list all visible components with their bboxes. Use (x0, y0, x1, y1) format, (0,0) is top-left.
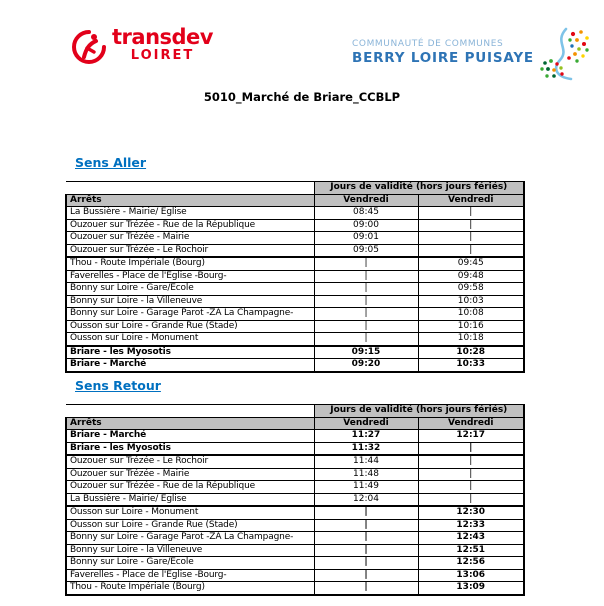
time-cell-trip1: | (314, 283, 418, 296)
stop-name-cell: Ousson sur Loire - Monument (66, 506, 314, 519)
stop-name-cell: Bonny sur Loire - Gare/Ecole (66, 283, 314, 296)
stop-name-cell: Bonny sur Loire - la Villeneuve (66, 544, 314, 557)
time-cell-trip1: | (314, 569, 418, 582)
time-cell-trip2: 10:18 (418, 333, 524, 346)
time-cell-trip1: | (314, 257, 418, 270)
table-row (66, 257, 524, 270)
validity-header: Jours de validité (hors jours fériés) (314, 182, 524, 195)
table-row (66, 283, 524, 296)
column-header-vendredi-2: Vendredi (418, 194, 524, 207)
stop-name-cell: Briare - les Myosotis (66, 442, 314, 455)
stop-name-cell: Bonny sur Loire - Garage Parot -ZA La Champagne- (66, 532, 314, 545)
ghost-cell (66, 405, 314, 418)
column-header-arrets: Arrêts (66, 417, 314, 430)
page-title: 5010_Marché de Briare_CCBLP (203, 90, 401, 104)
time-cell-trip1: | (314, 582, 418, 595)
time-cell-trip2: | (418, 493, 524, 506)
ccblp-dots-icon (539, 27, 591, 81)
column-header-row (66, 417, 524, 430)
table-row (66, 544, 524, 557)
table-row (66, 244, 524, 257)
table-row (66, 270, 524, 283)
time-cell-trip2: | (418, 442, 524, 455)
table-row (66, 346, 524, 359)
time-cell-trip2: 10:03 (418, 295, 524, 308)
stop-name-cell: Ouzouer sur Trézée - Rue de la République (66, 481, 314, 494)
column-header-row (66, 194, 524, 207)
timetable-retour (65, 404, 525, 596)
time-cell-trip1: | (314, 519, 418, 532)
validity-row (66, 182, 524, 195)
time-cell-trip2: 12:30 (418, 506, 524, 519)
time-cell-trip2: 09:45 (418, 257, 524, 270)
stop-name-cell: Ouzouer sur Trézée - Mairie (66, 232, 314, 245)
table-row (66, 295, 524, 308)
transdev-name: transdev (112, 25, 213, 49)
table-row (66, 468, 524, 481)
time-cell-trip1: 11:32 (314, 442, 418, 455)
table-row (66, 493, 524, 506)
ccblp-line1: COMMUNAUTÉ DE COMMUNES (352, 39, 504, 49)
stop-name-cell: Bonny sur Loire - la Villeneuve (66, 295, 314, 308)
table-row (66, 359, 524, 372)
stop-name-cell: Ouzouer sur Trézée - Le Rochoir (66, 455, 314, 468)
time-cell-trip2: | (418, 481, 524, 494)
table-row (66, 207, 524, 220)
time-cell-trip1: | (314, 270, 418, 283)
time-cell-trip1: | (314, 544, 418, 557)
table-row (66, 582, 524, 595)
stop-name-cell: Ousson sur Loire - Monument (66, 333, 314, 346)
table-row (66, 506, 524, 519)
timetable-aller (65, 181, 525, 373)
stop-name-cell: Bonny sur Loire - Gare/Ecole (66, 557, 314, 570)
stop-name-cell: Thou - Route Impériale (Bourg) (66, 582, 314, 595)
stop-name-cell: Bonny sur Loire - Garage Parot -ZA La Champagne- (66, 308, 314, 321)
table-row (66, 569, 524, 582)
table-row (66, 455, 524, 468)
time-cell-trip1: 09:01 (314, 232, 418, 245)
stop-name-cell: Briare - les Myosotis (66, 346, 314, 359)
stop-name-cell: Ousson sur Loire - Grande Rue (Stade) (66, 320, 314, 333)
time-cell-trip2: | (418, 468, 524, 481)
time-cell-trip1: 09:00 (314, 219, 418, 232)
section-heading-aller[interactable]: Sens Aller (75, 155, 147, 170)
time-cell-trip2: 10:08 (418, 308, 524, 321)
stop-name-cell: Ouzouer sur Trézée - Le Rochoir (66, 244, 314, 257)
transdev-wordmark (112, 26, 213, 63)
transdev-logo (70, 26, 213, 66)
table-row (66, 333, 524, 346)
validity-row (66, 405, 524, 418)
table-row (66, 557, 524, 570)
table-row (66, 219, 524, 232)
stop-name-cell: Briare - Marché (66, 430, 314, 443)
stop-name-cell: Ousson sur Loire - Grande Rue (Stade) (66, 519, 314, 532)
stop-name-cell: Faverelles - Place de l'Eglise -Bourg- (66, 270, 314, 283)
column-header-vendredi-1: Vendredi (314, 194, 418, 207)
stop-name-cell: Thou - Route Impériale (Bourg) (66, 257, 314, 270)
time-cell-trip1: 08:45 (314, 207, 418, 220)
time-cell-trip1: 11:44 (314, 455, 418, 468)
table-row (66, 430, 524, 443)
time-cell-trip1: 11:49 (314, 481, 418, 494)
time-cell-trip2: 10:33 (418, 359, 524, 372)
table-row (66, 232, 524, 245)
column-header-vendredi-2: Vendredi (418, 417, 524, 430)
stop-name-cell: Briare - Marché (66, 359, 314, 372)
time-cell-trip2: 10:16 (418, 320, 524, 333)
time-cell-trip1: 09:15 (314, 346, 418, 359)
table-row (66, 308, 524, 321)
stop-name-cell: Ouzouer sur Trézée - Rue de la République (66, 219, 314, 232)
table-row (66, 320, 524, 333)
time-cell-trip2: 12:56 (418, 557, 524, 570)
time-cell-trip1: 11:48 (314, 468, 418, 481)
column-header-arrets: Arrêts (66, 194, 314, 207)
time-cell-trip2: 12:43 (418, 532, 524, 545)
time-cell-trip1: | (314, 506, 418, 519)
time-cell-trip2: | (418, 232, 524, 245)
time-cell-trip2: | (418, 244, 524, 257)
ccblp-wordmark (352, 38, 534, 67)
ghost-cell (66, 182, 314, 195)
column-header-vendredi-1: Vendredi (314, 417, 418, 430)
time-cell-trip1: 12:04 (314, 493, 418, 506)
stop-name-cell: La Bussière - Mairie/ Eglise (66, 493, 314, 506)
table-row (66, 442, 524, 455)
transdev-region: LOIRET (130, 48, 195, 63)
time-cell-trip1: | (314, 308, 418, 321)
time-cell-trip2: | (418, 219, 524, 232)
time-cell-trip2: 09:58 (418, 283, 524, 296)
time-cell-trip2: | (418, 207, 524, 220)
stop-name-cell: La Bussière - Mairie/ Eglise (66, 207, 314, 220)
stop-name-cell: Faverelles - Place de l'Eglise -Bourg- (66, 569, 314, 582)
time-cell-trip1: | (314, 557, 418, 570)
time-cell-trip1: | (314, 532, 418, 545)
time-cell-trip2: 12:33 (418, 519, 524, 532)
ccblp-line2: BERRY LOIRE PUISAYE (352, 50, 534, 66)
time-cell-trip1: 11:27 (314, 430, 418, 443)
table-row (66, 481, 524, 494)
time-cell-trip1: 09:20 (314, 359, 418, 372)
transdev-icon (70, 28, 108, 66)
section-heading-retour[interactable]: Sens Retour (75, 378, 161, 393)
time-cell-trip2: 10:28 (418, 346, 524, 359)
time-cell-trip2: | (418, 455, 524, 468)
section-retour (65, 375, 525, 596)
stop-name-cell: Ouzouer sur Trézée - Mairie (66, 468, 314, 481)
time-cell-trip2: 12:17 (418, 430, 524, 443)
ccblp-logo (352, 33, 591, 81)
time-cell-trip1: | (314, 333, 418, 346)
time-cell-trip1: 09:05 (314, 244, 418, 257)
table-row (66, 519, 524, 532)
time-cell-trip1: | (314, 295, 418, 308)
time-cell-trip1: | (314, 320, 418, 333)
time-cell-trip2: 13:06 (418, 569, 524, 582)
table-row (66, 532, 524, 545)
validity-header: Jours de validité (hors jours fériés) (314, 405, 524, 418)
time-cell-trip2: 13:09 (418, 582, 524, 595)
time-cell-trip2: 12:51 (418, 544, 524, 557)
time-cell-trip2: 09:48 (418, 270, 524, 283)
section-aller (65, 152, 525, 373)
